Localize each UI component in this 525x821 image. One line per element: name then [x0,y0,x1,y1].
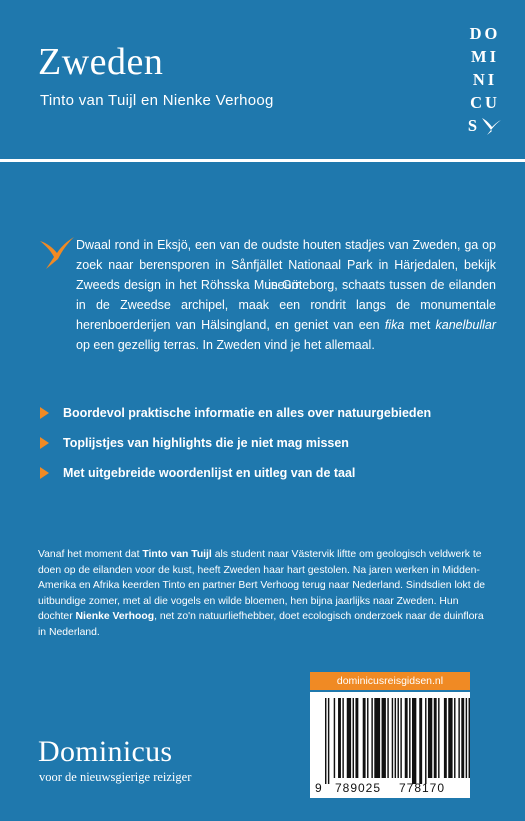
barcode-bar [395,698,396,778]
barcode-bar [412,698,416,784]
feature-item [40,435,500,451]
barcode-bar [466,698,467,778]
barcode-bar [382,698,386,778]
barcode-bar [405,698,408,778]
barcode-bar [458,698,459,778]
author-name: Tinto van Tuijl [142,549,212,560]
book-title: Zweden [38,41,164,83]
barcode-bar [392,698,393,778]
barcode-digits: 9 [315,781,322,795]
intro-text: met [404,318,436,332]
bio-text: , net zo'n natuurliefhebber, doet ecologisch onderzoek naar de duinflora in Nederland. [38,611,484,638]
publisher-name: Dominicus [38,735,173,768]
logo-line: DO [469,24,501,43]
header-divider [0,159,525,162]
barcode-bar [434,698,437,778]
barcode-graphic [310,692,470,798]
barcode-bar [338,698,341,778]
feature-text: Boordevol praktische informatie en alles over natuurgebieden [63,406,432,420]
barcode-bar [419,698,422,784]
barcode-digits: 789025 [334,781,382,795]
barcode-bar [371,698,372,778]
barcode-digits: 778170 [398,781,446,795]
barcode-bar [353,698,354,778]
author-name: Nienke Verhoog [75,611,155,622]
barcode-bar [328,698,329,784]
intro-text: op een gezellig terras. In Zweden vind je het allemaal. [76,338,375,352]
author-bio [38,547,490,640]
barcode-bar [409,698,410,778]
barcode-bar [438,698,439,778]
barcode-bar [428,698,432,778]
barcode-bar [347,698,351,778]
logo-line: MI [471,47,499,66]
bird-icon [480,116,502,136]
logo-letter: S [467,116,481,135]
logo-line: NI [472,70,498,89]
barcode-bar [342,698,343,778]
barcode-bar [461,698,464,778]
barcode-bar [425,698,426,784]
barcode-bar [374,698,380,778]
barcode-bar [367,698,368,778]
barcode-bar [334,698,335,778]
isbn-barcode [310,692,470,798]
book-authors: Tinto van Tuijl en Nienke Verhoog [40,92,274,109]
logo-line: CU [470,93,500,112]
intro-paragraph [76,235,496,355]
publisher-tagline: voor de nieuwsgierige reiziger [39,770,192,784]
triangle-bullet-icon [40,437,49,449]
barcode-bar [363,698,366,778]
barcode-bar [444,698,447,778]
logo-line-last [468,114,502,137]
website-label: dominicusreisgidsen.nl [310,672,470,690]
intro-emphasis: fika [384,318,405,332]
barcode-bar [398,698,399,778]
intro-lead: Dwaal rond in Eksjö, een van de oudste houten stadjes van Zweden, ga op zoek naar berensporen in Sånfjället Nationaal Park in Härjedalen, bekijk Zweeds design in het Röhsska Museum [76,238,496,292]
feature-item [40,405,500,421]
intro-emphasis: kanelbullar [435,318,496,332]
bio-text: Vanaf het moment dat [38,549,143,560]
barcode-bar [454,698,455,778]
triangle-bullet-icon [40,407,49,419]
barcode-bar [325,698,326,784]
feature-item [40,465,500,481]
intro-text: in Göteborg, schaats tussen de eilanden in de Zweedse archipel, maak een rondrit langs de monumentale herenboerderijen van Hälsingland, en geniet van een [76,278,496,332]
triangle-bullet-icon [40,467,49,479]
barcode-bar [448,698,452,778]
barcode-bar [469,698,470,778]
feature-text: Met uitgebreide woordenlijst en uitleg van de taal [63,466,356,480]
bio-text: als student naar Västervik liftte om geologisch veldwerk te doen op de eilanden voor de kust, heeft Zweden haar hart gestolen. Na jaren werken in Midden-Amerika en Afrika keerden Tinto en partner Bert Verhoog terug naar Nederland. Sindsdien lokt de uitbundige zomer, met al die vogels en wilde bloemen, hen bijna jaarlijks naar Zweden. Hun dochter [38,549,486,622]
barcode-bar [355,698,358,778]
publisher-logo [454,22,516,140]
bird-icon [36,233,76,273]
barcode-bar [400,698,401,778]
feature-list [40,405,500,495]
barcode-bar [387,698,388,778]
feature-text: Toplijstjes van highlights die je niet mag missen [63,436,349,450]
